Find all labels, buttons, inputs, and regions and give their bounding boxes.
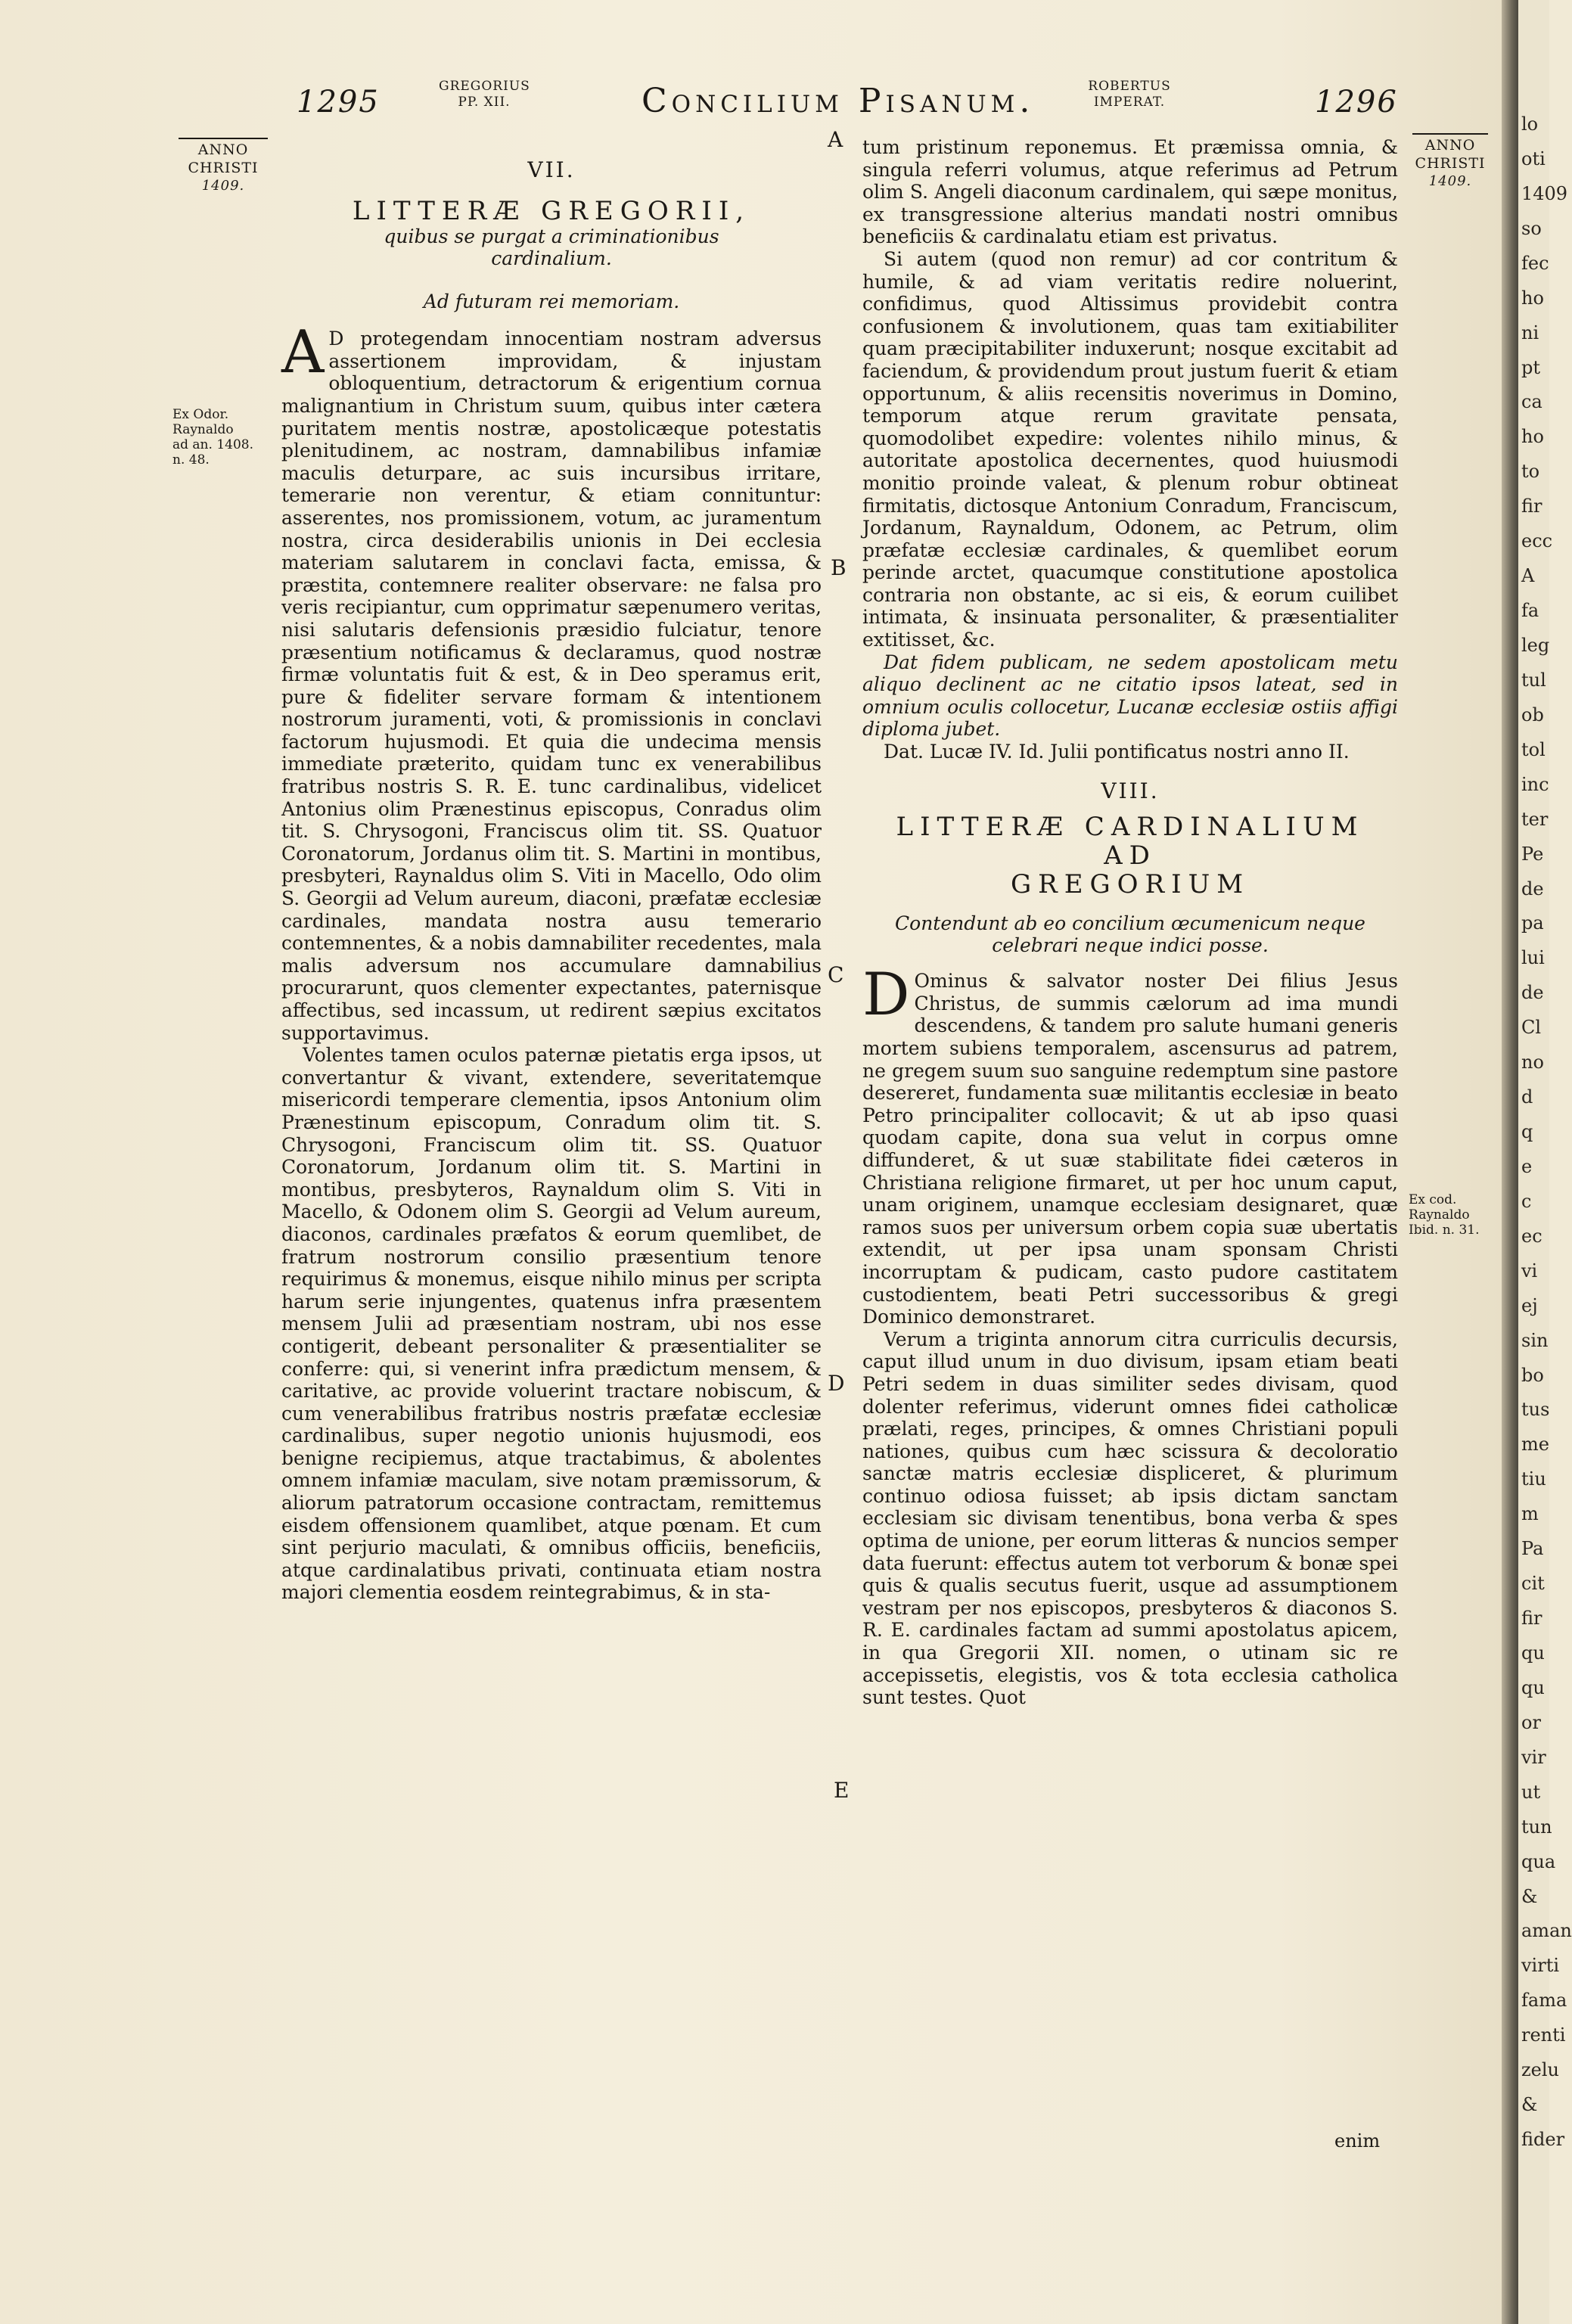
facing-page-fragment: 1409 xyxy=(1521,182,1568,204)
margin-note-line: Ex Odor. xyxy=(172,407,229,422)
anno-label: ANNO xyxy=(197,141,249,158)
facing-page-fragment: qu xyxy=(1521,1642,1545,1664)
facing-page-fragment: ut xyxy=(1521,1781,1541,1803)
margin-note-line: ad an. 1408. xyxy=(172,437,253,452)
facing-page-fragment: q xyxy=(1521,1121,1533,1143)
margin-note-source-left xyxy=(172,407,263,468)
facing-page-fragment: qu xyxy=(1521,1676,1545,1698)
facing-page-fragment: ho xyxy=(1521,287,1544,309)
facing-page-fragment: fir xyxy=(1521,1608,1542,1630)
paragraph: Volentes tamen oculos paternæ pietatis erga ipsos, ut convertantur & vivant, extendere, severitatemque misericordi temperare clementia, ipsos Antonium olim Prænestinum episcopum, Conradum olim tit. S. Chrysogoni, Franciscum olim tit. SS. Quatuor Coronatorum, Jordanum olim tit. S. Martini in montibus, presbyteros, Raynaldum olim S. Viti in Macello, & Odonem olim S. Georgii ad Velum aureum, diaconos, cardinales præfatos & eorum quemlibet, de fratrum nostrorum consilio præsentium tenore requirimus & monemus, eisque nihilo minus per scripta harum serie injungentes, quatenus infra præsentem mensem Julii ad præsentiam nostram, ubi nos esse contigerit, debeant personaliter & præsentialiter se conferre: qui, si venerint infra prædictum mensem, & caritative, ac provide voluerint tractare nobiscum, & cum venerabilibus fratribus nostris præfatæ ecclesiæ cardinalibus, super negotio unionis hujusmodi, eos benigne recipiemus, atque tractabimus, & abolentes omnem infamiæ maculam, sive notam præmissorum, & aliorum patratorum occasione contractam, remittemus eisdem offensionem quamlibet, atque pœnam. Et cum sint perjurio maculati, & omnibus officiis, beneficiis, atque cardinalatibus privati, continuata etiam nostra majori clementia eosdem reintegrabimus, & in sta- xyxy=(281,1044,822,1604)
paragraph: Si autem (quod non remur) ad cor contritum & humile, & ad viam veritatis redire noluerint, confidimus, quod Altissimus providebit contra confusionem & involutionem, quas tam exitiabiliter quam præcipitabiliter induxerunt; nosque excitabit ad faciendum, & providendum prout justum fuerit & etiam opportunum, & aliis recensitis noverimus in Domino, temporum atque rerum gravitate pensata, quomodolibet expedire: volentes nihilo minus, & autoritate apostolica decernentes, quod huiusmodi monitio proinde valeat, & plenum robur obtineat firmitatis, dictosque Antonium Conradum, Franciscum, Jordanum, Raynaldum, Odonem, ac Petrum, olim præfatæ ecclesiæ cardinales, & quemlibet eorum perinde arctet, quacumque constitutione apostolica contraria non obstante, ac si eis, & eorum cuilibet intimata, & insinuata personaliter, & præsentialiter extitisset, &c. xyxy=(862,247,1398,651)
facing-page-fragment: virti xyxy=(1521,1955,1560,1977)
facing-page-fragment: zelu xyxy=(1521,2059,1559,2081)
facing-page-fragment: so xyxy=(1521,217,1542,239)
facing-page-fragment: A xyxy=(1521,565,1535,587)
facing-page-fragment: lui xyxy=(1521,947,1545,969)
facing-page-fragment: tus xyxy=(1521,1399,1550,1421)
facing-page-fragment: Pe xyxy=(1521,843,1544,865)
left-running-head xyxy=(439,79,530,110)
section-vii-number: VII. xyxy=(527,157,576,182)
facing-page-fragment: or xyxy=(1521,1711,1541,1733)
facing-page-fragment: lo xyxy=(1521,113,1539,135)
facing-page-fragment: pa xyxy=(1521,912,1544,934)
paragraph-text: Ominus & salvator noster Dei filius Jesus Christus, de summis cælorum ad ima mundi descendens, & tandem pro salute humani generis mortem subiens temporalem, ascensurus ad patrem, ne gregem suum suo sanguine redemptum sine pastore desereret, fundamenta suæ militantis ecclesiæ in beato Petro principaliter collocavit; & ut ab ipso quasi quodam capite, dona sua velut in corpus omne diffunderet, & ut suæ stabilitate fidei cæteros in Christiana religione firmaret, ut per hoc unum caput, unam originem, unamque ecclesiam designaret, quæ ramos suos per universum orbem copia suæ ubertatis extendit, ut per ipsa unam sponsam Christi incorruptam & pudicam, casto pudore castitatem custodientem, beati Petri successoribus & gregi Dominico demonstraret. xyxy=(862,970,1398,1328)
facing-page-fragment: d xyxy=(1521,1086,1533,1108)
left-running-head-line2: PP. XII. xyxy=(458,95,511,110)
section-letter-e: E xyxy=(834,1778,850,1803)
margin-note-line: Raynaldo xyxy=(1409,1207,1470,1223)
anno-label: ANNO xyxy=(1424,137,1476,154)
anno-year: 1409. xyxy=(201,178,245,194)
section-vii-subtitle-1: quibus se purgat a criminationibus xyxy=(384,225,719,247)
facing-page-fragment: fama xyxy=(1521,1990,1567,2012)
facing-page-fragment: cit xyxy=(1521,1573,1545,1595)
facing-page-fragment: ho xyxy=(1521,426,1544,448)
christi-label: CHRISTI xyxy=(188,160,259,176)
section-viii-number: VIII. xyxy=(1101,778,1160,803)
facing-page-fragment: fec xyxy=(1521,252,1549,274)
section-vii-subtitle-2: cardinalium. xyxy=(491,247,612,269)
facing-page-fragment: fa xyxy=(1521,600,1539,622)
paragraph xyxy=(862,961,1398,1328)
facing-page-fragment: renti xyxy=(1521,2024,1566,2046)
right-running-head xyxy=(1080,79,1179,110)
margin-note-line: Ex cod. xyxy=(1409,1192,1457,1207)
facing-page-edge xyxy=(1518,0,1572,2324)
facing-page-fragment: Pa xyxy=(1521,1538,1544,1560)
anno-rule xyxy=(1412,133,1488,135)
facing-page-fragment: de xyxy=(1521,878,1544,899)
left-page-number: 1295 xyxy=(297,85,380,120)
left-column xyxy=(281,136,822,1604)
facing-page-fragment: vi xyxy=(1521,1260,1538,1282)
facing-page-fragment: vir xyxy=(1521,1746,1546,1768)
christi-label: CHRISTI xyxy=(1415,155,1486,172)
anno-christi-left xyxy=(174,138,272,195)
paragraph-summary: Dat fidem publicam, ne sedem apostolicam metu aliquo declinent ac ne citatio ipsos lateat, sed in omnium oculis collocetur, Lucanæ ecclesiæ ostiis affigi diploma jubet. xyxy=(862,651,1398,741)
right-running-head-line1: ROBERTUS xyxy=(1088,79,1171,94)
section-vii-title: LITTERÆ GREGORII, xyxy=(352,195,751,226)
facing-page-fragment: c xyxy=(1521,1190,1532,1212)
facing-page-fragment: ej xyxy=(1521,1294,1538,1316)
facing-page-fragment: e xyxy=(1521,1155,1533,1177)
section-viii-title-1: LITTERÆ CARDINALIUM AD xyxy=(896,812,1365,872)
facing-page-fragment: & xyxy=(1521,1885,1538,1907)
margin-note-line: Raynaldo xyxy=(172,422,234,437)
anno-rule xyxy=(179,138,268,139)
margin-note-source-right xyxy=(1409,1192,1499,1238)
anno-christi-right xyxy=(1409,133,1492,191)
section-viii-subtitle-1: Contendunt ab eo concilium œcumenicum neque xyxy=(895,912,1365,935)
paragraph: tum pristinum reponemus. Et præmissa omnia, & singula referri volumus, atque referimus ad Petrum olim S. Angeli diaconum cardinalem, qui sæpe monitus, ex transgressione alterius mandati nostri omnibus beneficiis & cardinalatu etiam est privatus. xyxy=(862,136,1398,248)
facing-page-fragment: sin xyxy=(1521,1329,1549,1351)
paragraph-dating: Dat. Lucæ IV. Id. Julii pontificatus nostri anno II. xyxy=(884,741,1350,763)
facing-page-fragment: to xyxy=(1521,461,1540,483)
facing-page-fragment: no xyxy=(1521,1052,1544,1073)
facing-page-fragment: tiu xyxy=(1521,1468,1546,1490)
facing-page-fragment: fider xyxy=(1521,2129,1565,2151)
facing-page-fragment: ter xyxy=(1521,808,1549,830)
paragraph-text: D protegendam innocentiam nostram adversus assertionem improvidam, & injustam obloquentium, detractorum & erigentium cornua malignantium in Christum suum, quibus inter cætera puritatem mentis nostræ, apostolicæque potestatis plenitudinem, ac nostram, damnabilibus infamiæ maculis deturpare, ac suis incursibus irritare, temerarie non verentur, & etiam connituntur: asserentes, nos promissionem, votum, ac juramentum nostra, circa desiderabilis unionis in Dei ecclesia materiam salutarem in conclavi facta, emissa, & præstita, contemnere realiter observare: ne falsa pro veris recipiantur, cum opprimatur sæpenumero veritas, nisi salutaris defensionis præsidio fulciatur, tenore præsentium notificamus & declaramus, quod nostræ firmæ voluntatis fuit & est, & in Deo speramus erit, pure & fideliter servare formam & intentionem nostrorum juramenti, voti, & promissionis in conclavi factorum hujusmodi. Et quia die undecima mensis immediate præterito, quidam tunc ex venerabilibus fratribus nostris S. R. E. tunc cardinalibus, videlicet Antonius olim Prænestinus episcopus, Conradus olim tit. S. Chrysogoni, Franciscus olim tit. SS. Quatuor Coronatorum, Jordanus olim tit. S. Martini in montibus, presbyteri, Raynaldus olim S. Viti in Macello, Odo olim S. Georgii ad Velum aureum, diaconi, præfatæ ecclesiæ cardinales, mandata nostra ausu temerario contemnentes, & a nobis damnabiliter recedentes, mala malis adversum nos accumulare damnabilius procurarunt, quos clementer expectantes, paternisque affectibus, sed incassum, ut redirent sæpius excitatos supportavimus. xyxy=(281,328,822,1044)
left-running-head-line1: GREGORIUS xyxy=(439,79,530,94)
facing-page-fragment: fir xyxy=(1521,496,1542,517)
margin-note-line: n. 48. xyxy=(172,452,210,468)
facing-page-fragment: tol xyxy=(1521,738,1546,760)
right-column xyxy=(862,136,1398,1709)
facing-page-fragment: tul xyxy=(1521,669,1546,691)
facing-page-fragment: ob xyxy=(1521,704,1544,725)
drop-cap: A xyxy=(281,318,325,387)
facing-page-fragment: pt xyxy=(1521,356,1541,378)
section-letter-c: C xyxy=(828,962,844,987)
facing-page-fragment: bo xyxy=(1521,1364,1544,1386)
paragraph: Verum a triginta annorum citra curriculis decursis, caput illud unum in duo divisum, ipsam etiam beati Petri sedem in duas similiter sedes divisam, quod dolenter referimus, viderunt omnes fidei catholicæ prælati, reges, principes, & omnes Christiani populi nationes, quibus cum hæc scissura & decoloratio sanctæ matris ecclesiæ displiceret, & plurimum continuo odiosa fuisset; ab ipsis dictam sanctam ecclesiam sic divisam tenentibus, bona verba & spes optima de unione, per eorum litteras & nuncios semper data fuerunt: effectus autem tot verborum & bonæ spei quis & qualis secutus fuerit, usque ad assumptionem vestram per nos episcopos, presbyteros & diaconos S. R. E. cardinales factam ad summi apostolatus apicem, in qua Gregorii XII. nomen, o utinam sic re accepissetis, elegistis, vos & tota ecclesia catholica sunt testes. Quot xyxy=(862,1328,1398,1709)
section-viii-subtitle-2: celebrari neque indici posse. xyxy=(992,934,1269,957)
section-letter-a: A xyxy=(828,127,843,152)
section-letter-b: B xyxy=(831,555,847,580)
section-vii-inscription: Ad futuram rei memoriam. xyxy=(423,290,680,312)
facing-page-fragment: aman xyxy=(1521,1920,1572,1942)
facing-page-fragment: & xyxy=(1521,2094,1538,2116)
facing-page-fragment: ec xyxy=(1521,1225,1542,1247)
facing-page-fragment: tun xyxy=(1521,1816,1552,1838)
right-running-head-line2: IMPERAT. xyxy=(1093,95,1166,110)
facing-page-fragment: Cl xyxy=(1521,1017,1542,1039)
facing-page-fragment: leg xyxy=(1521,634,1550,656)
running-title: Concilium Pisanum. xyxy=(642,82,1035,120)
paragraph xyxy=(281,318,822,1044)
anno-year: 1409. xyxy=(1428,173,1472,189)
facing-page-fragment: ecc xyxy=(1521,530,1553,552)
facing-page-fragment: m xyxy=(1521,1503,1539,1525)
facing-page-fragment: inc xyxy=(1521,773,1549,795)
catchword: enim xyxy=(1334,2130,1381,2152)
facing-page-fragment: de xyxy=(1521,982,1544,1004)
section-viii-title-2: GREGORIUM xyxy=(1010,869,1250,900)
facing-page-fragment: oti xyxy=(1521,148,1546,169)
facing-page-fragment: qua xyxy=(1521,1850,1556,1872)
section-letter-d: D xyxy=(828,1371,845,1396)
facing-page-fragment: me xyxy=(1521,1434,1549,1456)
book-gutter xyxy=(1502,0,1518,2324)
facing-page-fragment: ni xyxy=(1521,322,1539,343)
margin-note-line: Ibid. n. 31. xyxy=(1409,1223,1480,1238)
drop-cap: D xyxy=(862,961,910,1030)
right-page-number: 1296 xyxy=(1315,85,1398,120)
facing-page-fragment: ca xyxy=(1521,391,1542,413)
